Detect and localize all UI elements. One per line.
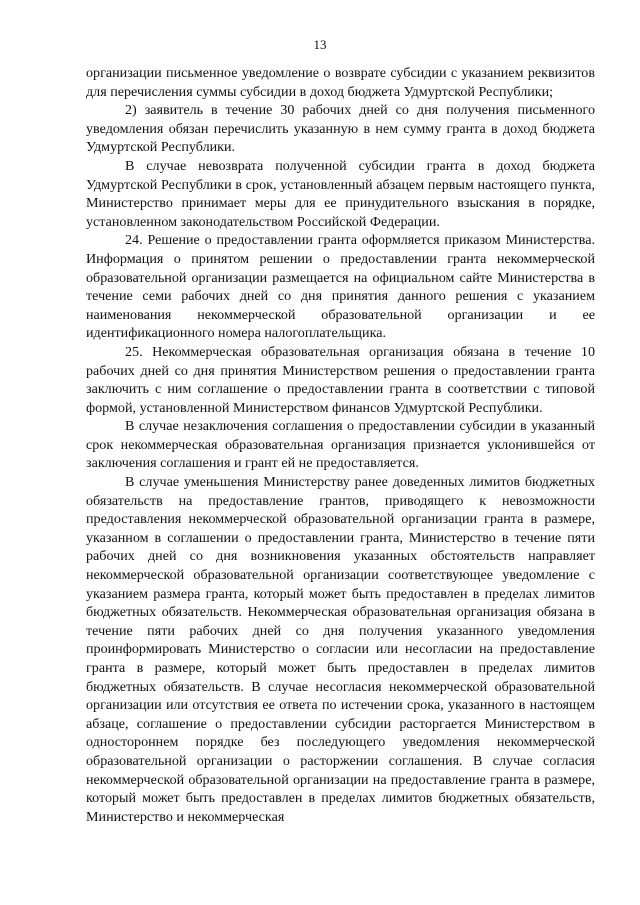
paragraph-clause-24: 24. Решение о предоставлении гранта оформляется приказом Министерства. Информация о принятом решении о предоставлении гранта некоммерческой образовательной организации размещается на официальном сайте Министерства в течение семи рабочих дней со дня принятия данного решения с указанием наименования некоммерческой образовательной организации и ее идентификационного номера налогоплательщика. (86, 232, 595, 342)
paragraph-non-return: В случае невозврата полученной субсидии гранта в доход бюджета Удмуртской Республики в срок, установленный абзацем первым настоящего пункта, Министерство принимает меры для ее принудительного взыскания в порядке, установленном законодательством Российской Федерации. (86, 157, 595, 230)
paragraph-limits-reduction: В случае уменьшения Министерству ранее доведенных лимитов бюджетных обязательств на предоставление грантов, приводящего к невозможности предоставления некоммерческой образовательной организации гранта в размере, указанном в соглашении о предоставлении гранта, Министерство в течение пяти рабочих дней со дня возникновения указанных обстоятельств направляет некоммерческой образовательной организации соответствующее уведомление с указанием размера гранта, который может быть предоставлен в пределах лимитов бюджетных обязательств. Некоммерческая образовательная организация обязана в течение пяти рабочих дней со дня получения указанного уведомления проинформировать Министерство о согласии или несогласии на предоставление гранта в размере, который может быть предоставлен в пределах лимитов бюджетных обязательств. В случае несогласия некоммерческой образовательной организации или отсутствия ее ответа по истечении срока, указанного в настоящем абзаце, соглашение о предоставлении субсидии расторгается Министерством в одностороннем порядке без последующего уведомления некоммерческой образовательной организации о расторжении соглашения. В случае согласия некоммерческой образовательной организации на предоставление гранта в размере, который может быть предоставлен в пределах лимитов бюджетных обязательств, Министерство и некоммерческая (86, 474, 595, 825)
paragraph-non-conclusion: В случае незаключения соглашения о предоставлении субсидии в указанный срок некоммерческая образовательная организация признается уклонившейся от заключения соглашения и грант ей не предоставляется. (86, 418, 595, 472)
paragraph-item-2: 2) заявитель в течение 30 рабочих дней со дня получения письменного уведомления обязан перечислить указанную в нем сумму гранта в доход бюджета Удмуртской Республики. (86, 102, 595, 156)
document-body (86, 64, 595, 826)
paragraph-clause-25: 25. Некоммерческая образовательная организация обязана в течение 10 рабочих дней со дня принятия Министерством решения о предоставлении гранта заключить с ним соглашение о предоставлении гранта в соответствии с типовой формой, установленной Министерством финансов Удмуртской Республики. (86, 343, 595, 416)
paragraph-continuation: организации письменное уведомление о возврате субсидии с указанием реквизитов для перечисления суммы субсидии в доход бюджета Удмуртской Республики; (86, 65, 595, 100)
page-number: 13 (313, 37, 327, 52)
